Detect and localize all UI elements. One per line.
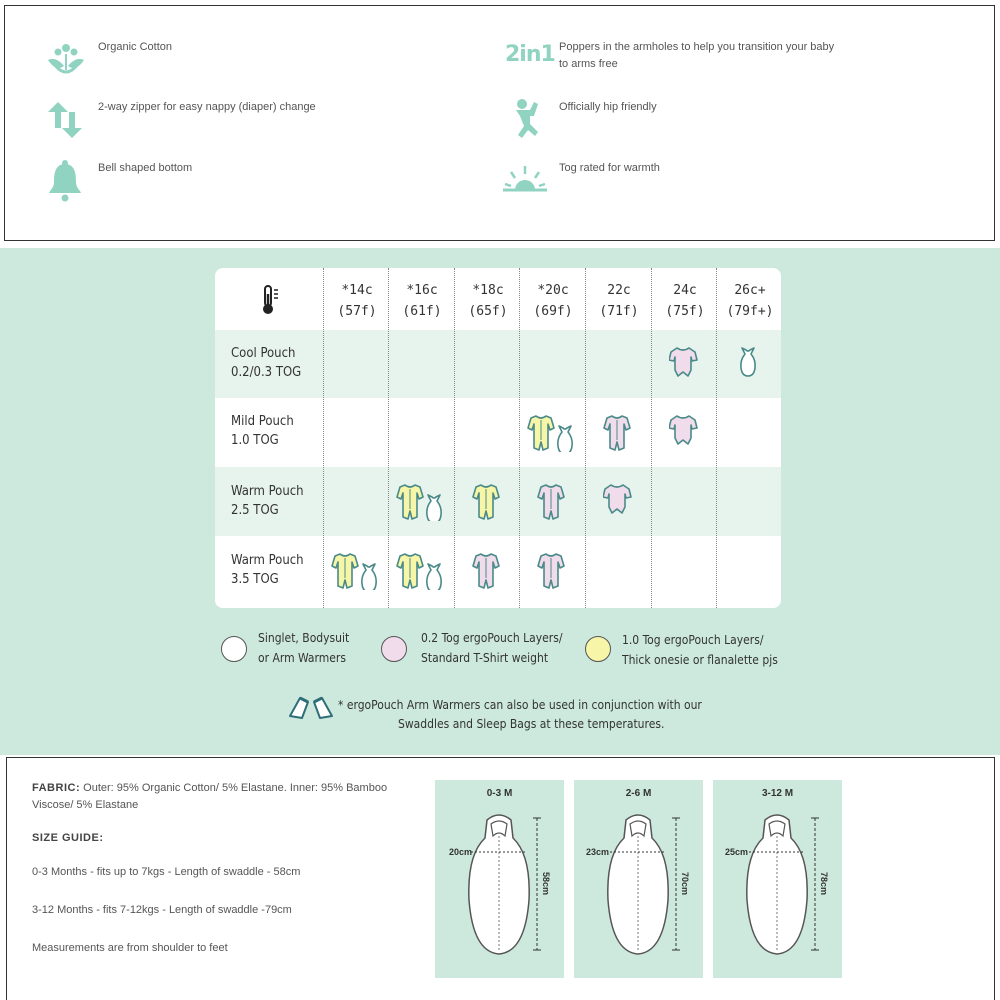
pink-onesie-icon: [472, 552, 502, 590]
pink-tshirt-icon: [669, 414, 699, 452]
sunrise-icon: [503, 160, 547, 204]
pink-tshirt-icon: [603, 483, 633, 521]
yellow-onesie-with-singlet-icon: [396, 483, 446, 521]
row-label-warm-pouch-35: Warm Pouch 3.5 TOG: [231, 553, 304, 587]
col-header-18c: *18c (65f): [468, 283, 508, 319]
size-panel-title: 2-6 M: [625, 788, 652, 799]
baby-hip-icon: [508, 98, 552, 142]
legend-dot-yellow: [585, 636, 611, 662]
cotton-flower-icon: [44, 38, 88, 82]
feature-tog-rated: Tog rated for warmth: [559, 162, 660, 174]
feature-organic-cotton: Organic Cotton: [98, 41, 172, 53]
pink-onesie-icon: [603, 414, 633, 452]
legend-dot-pink: [381, 636, 407, 662]
size-panel-2-6m: [574, 780, 703, 978]
col-header-24c: 24c (75f): [665, 283, 705, 319]
length-label: 70cm: [680, 872, 690, 896]
size-panel-title: 0-3 M: [486, 788, 513, 799]
pink-onesie-icon: [537, 483, 567, 521]
sleep-bag-diagram-icon: [435, 780, 564, 978]
width-label: 23cm: [586, 847, 610, 857]
row-label-mild-pouch: Mild Pouch 1.0 TOG: [231, 414, 294, 448]
col-header-20c: *20c (69f): [533, 283, 573, 319]
feature-bell-bottom: Bell shaped bottom: [98, 162, 193, 174]
clothing-cells: [215, 268, 781, 608]
measurement-note: Measurements are from shoulder to feet: [32, 942, 228, 954]
col-header-16c: *16c (61f): [402, 283, 442, 319]
width-label: 25cm: [725, 847, 749, 857]
size-guide-3-12: 3-12 Months - fits 7-12kgs - Length of swaddle -79cm: [32, 904, 292, 916]
col-header-26c: 26c+ (79f+): [726, 283, 774, 319]
col-header-22c: 22c (71f): [599, 283, 639, 319]
size-panel-0-3m: [435, 780, 564, 978]
feature-hip-friendly: Officially hip friendly: [559, 101, 657, 113]
two-way-arrows-icon: [44, 98, 88, 142]
tog-chart-card: [215, 268, 781, 608]
yellow-onesie-with-singlet-icon: [527, 414, 577, 452]
size-guide-0-3: 0-3 Months - fits up to 7kgs - Length of swaddle - 58cm: [32, 866, 301, 878]
size-panel-title: 3-12 M: [761, 788, 794, 799]
pink-tshirt-icon: [669, 346, 699, 384]
two-in-one-icon: 2in1: [505, 42, 555, 67]
length-label: 78cm: [819, 872, 829, 896]
pink-onesie-icon: [537, 552, 567, 590]
feature-poppers: Poppers in the armholes to help you transition your baby to arms free: [559, 41, 835, 70]
yellow-onesie-with-singlet-icon: [331, 552, 381, 590]
arm-warmers-icon: [288, 694, 334, 720]
yellow-onesie-with-singlet-icon: [396, 552, 446, 590]
legend-tshirt: 0.2 Tog ergoPouch Layers/ Standard T-Shirt weight: [421, 631, 563, 665]
legend-singlet: Singlet, Bodysuit or Arm Warmers: [258, 631, 350, 665]
bell-icon: [44, 158, 88, 202]
size-guide-title: SIZE GUIDE:: [32, 832, 104, 844]
legend-onesie: 1.0 Tog ergoPouch Layers/ Thick onesie or flanalette pjs: [622, 633, 778, 667]
width-label: 20cm: [449, 847, 473, 857]
fabric-description: FABRIC: Outer: 95% Organic Cotton/ 5% Elastane. Inner: 95% Bamboo Viscose/ 5% Elastane: [32, 782, 388, 811]
row-label-warm-pouch-25: Warm Pouch 2.5 TOG: [231, 484, 304, 518]
sleep-bag-diagram-icon: [713, 780, 842, 978]
yellow-onesie-icon: [472, 483, 502, 521]
legend-dot-white: [221, 636, 247, 662]
length-label: 58cm: [541, 872, 551, 896]
col-header-14c: *14c (57f): [337, 283, 377, 319]
white-singlet-icon: [738, 346, 760, 384]
arm-warmers-note: * ergoPouch Arm Warmers can also be used in conjunction with our Swaddles and Sleep Bags at these temperatures.: [338, 698, 702, 731]
feature-zipper: 2-way zipper for easy nappy (diaper) change: [98, 101, 316, 113]
size-panel-3-12m: [713, 780, 842, 978]
row-label-cool-pouch: Cool Pouch 0.2/0.3 TOG: [231, 346, 302, 380]
sleep-bag-diagram-icon: [574, 780, 703, 978]
